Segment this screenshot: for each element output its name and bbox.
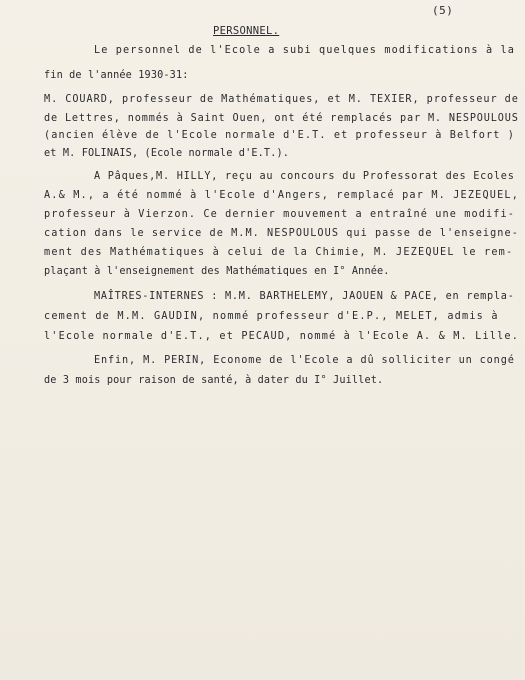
text-line-14: cement de M.M. GAUDIN, nommé professeur d'E.P., MELET, admis à xyxy=(44,311,499,322)
text-line-8: A.& M., a été nommé à l'Ecole d'Angers, remplacé par M. JEZEQUEL, xyxy=(44,190,520,201)
text-line-13: MAÎTRES-INTERNES : M.M. BARTHELEMY, JAOUEN & PACE, en rempla- xyxy=(94,291,515,302)
text-line-15: l'Ecole normale d'E.T., et PECAUD, nommé à l'Ecole A. & M. Lille. xyxy=(44,331,520,342)
text-line-9: professeur à Vierzon. Ce dernier mouvement a entraîné une modifi- xyxy=(44,209,515,220)
page-number: (5) xyxy=(432,4,454,17)
text-line-5: (ancien élève de l'Ecole normale d'E.T. et professeur à Belfort ) xyxy=(44,130,515,141)
text-line-1: Le personnel de l'Ecole a subi quelques modifications à la xyxy=(94,45,515,56)
text-line-2: fin de l'année 1930-31: xyxy=(44,70,189,81)
text-line-4: de Lettres, nommés à Saint Ouen, ont été remplacés par M. NESPOULOUS xyxy=(44,113,519,124)
text-line-10: cation dans le service de M.M. NESPOULOUS qui passe de l'enseigne- xyxy=(44,228,519,239)
text-line-11: ment des Mathématiques à celui de la Chimie, M. JEZEQUEL le rem- xyxy=(44,247,514,258)
text-line-17: de 3 mois pour raison de santé, à dater du I° Juillet. xyxy=(44,375,384,386)
text-line-16: Enfin, M. PERIN, Econome de l'Ecole a dû solliciter un congé xyxy=(94,355,515,366)
section-heading: PERSONNEL. xyxy=(213,25,280,37)
text-line-6: et M. FOLINAIS, (Ecole normale d'E.T.). xyxy=(44,148,290,159)
text-line-12: plaçant à l'enseignement des Mathématiques en I° Année. xyxy=(44,266,390,277)
text-line-7: A Pâques,M. HILLY, reçu au concours du Professorat des Ecoles xyxy=(94,171,515,182)
text-line-3: M. COUARD, professeur de Mathématiques, et M. TEXIER, professeur de xyxy=(44,94,519,105)
